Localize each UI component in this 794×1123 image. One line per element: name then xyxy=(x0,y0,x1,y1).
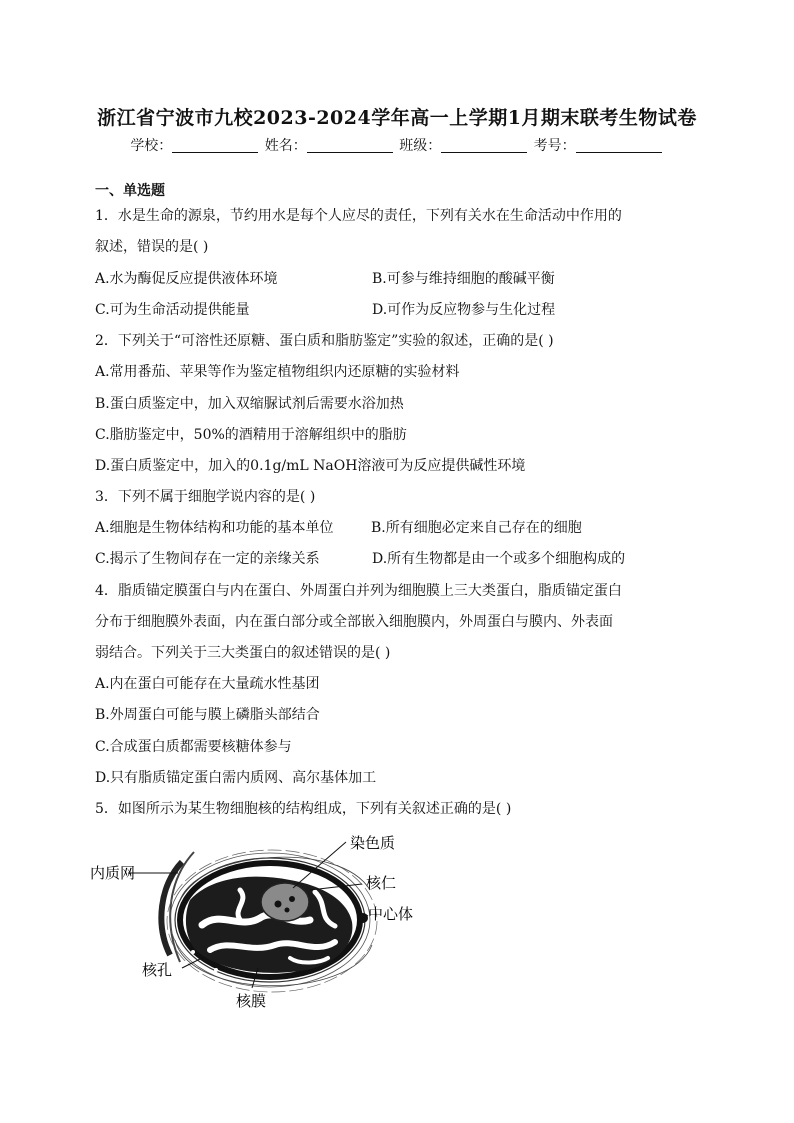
q4-stem-line3: 弱结合。下列关于三大类蛋白的叙述错误的是( ) xyxy=(95,645,391,661)
name-blank xyxy=(307,138,393,153)
school-label: 学校： xyxy=(130,138,173,154)
school-blank xyxy=(172,138,258,153)
q4-option-a: A.内在蛋白可能存在大量疏水性基团 xyxy=(95,676,320,692)
q1-option-b: B.可参与维持细胞的酸碱平衡 xyxy=(372,271,555,287)
q2-stem: 2．下列关于“可溶性还原糖、蛋白质和脂肪鉴定”实验的叙述，正确的是( ) xyxy=(95,333,554,349)
exam-title: 浙江省宁波市九校2023-2024学年高一上学期1月期末联考生物试卷 xyxy=(97,107,697,129)
q1-option-d: D.可作为反应物参与生化过程 xyxy=(372,302,556,318)
label-envelope: 核膜 xyxy=(236,992,267,1010)
q2-option-b: B.蛋白质鉴定中，加入双缩脲试剂后需要水浴加热 xyxy=(95,396,404,412)
q4-option-d: D.只有脂质锚定蛋白需内质网、高尔基体加工 xyxy=(95,770,377,786)
q1-stem-line2: 叙述，错误的是( ) xyxy=(95,239,209,255)
label-pore: 核孔 xyxy=(142,961,173,979)
q1-stem-line1: 1．水是生命的源泉，节约用水是每个人应尽的责任，下列有关水在生命活动中作用的 xyxy=(95,208,622,224)
class-blank xyxy=(441,138,527,153)
q3-option-a: A.细胞是生物体结构和功能的基本单位 xyxy=(95,520,334,536)
q3-option-b: B.所有细胞必定来自己存在的细胞 xyxy=(371,520,582,536)
section-heading: 一、单选题 xyxy=(95,183,165,199)
label-er: 内质网 xyxy=(90,864,136,882)
q2-option-a: A.常用番茄、苹果等作为鉴定植物组织内还原糖的实验材料 xyxy=(95,364,460,380)
number-blank xyxy=(576,138,662,153)
q4-stem-line1: 4．脂质锚定膜蛋白与内在蛋白、外周蛋白并列为细胞膜上三大类蛋白，脂质锚定蛋白 xyxy=(95,583,622,599)
q2-option-c: C.脂肪鉴定中，50%的酒精用于溶解组织中的脂肪 xyxy=(95,427,407,443)
label-nucleolus: 核仁 xyxy=(366,874,397,892)
q1-option-c: C.可为生命活动提供能量 xyxy=(95,302,250,318)
q2-option-d: D.蛋白质鉴定中，加入的0.1g/mL NaOH溶液可为反应提供碱性环境 xyxy=(95,458,526,474)
q4-stem-line2: 分布于细胞膜外表面，内在蛋白部分或全部嵌入细胞膜内，外周蛋白与膜内、外表面 xyxy=(95,614,613,630)
class-label: 班级： xyxy=(399,138,442,154)
q4-option-b: B.外周蛋白可能与膜上磷脂头部结合 xyxy=(95,707,320,723)
nucleus-figure xyxy=(90,830,430,1020)
student-info-row xyxy=(0,135,794,155)
q3-stem: 3．下列不属于细胞学说内容的是( ) xyxy=(95,489,316,505)
q4-option-c: C.合成蛋白质都需要核糖体参与 xyxy=(95,739,292,755)
q3-option-c: C.揭示了生物间存在一定的亲缘关系 xyxy=(95,551,320,567)
name-label: 姓名： xyxy=(264,138,307,154)
q3-option-d: D.所有生物都是由一个或多个细胞构成的 xyxy=(372,551,626,567)
label-centrosome: 中心体 xyxy=(368,905,414,923)
q1-option-a: A.水为酶促反应提供液体环境 xyxy=(95,271,278,287)
number-label: 考号： xyxy=(533,138,576,154)
q5-stem: 5．如图所示为某生物细胞核的结构组成，下列有关叙述正确的是( ) xyxy=(95,801,512,817)
label-chromatin: 染色质 xyxy=(350,834,396,852)
